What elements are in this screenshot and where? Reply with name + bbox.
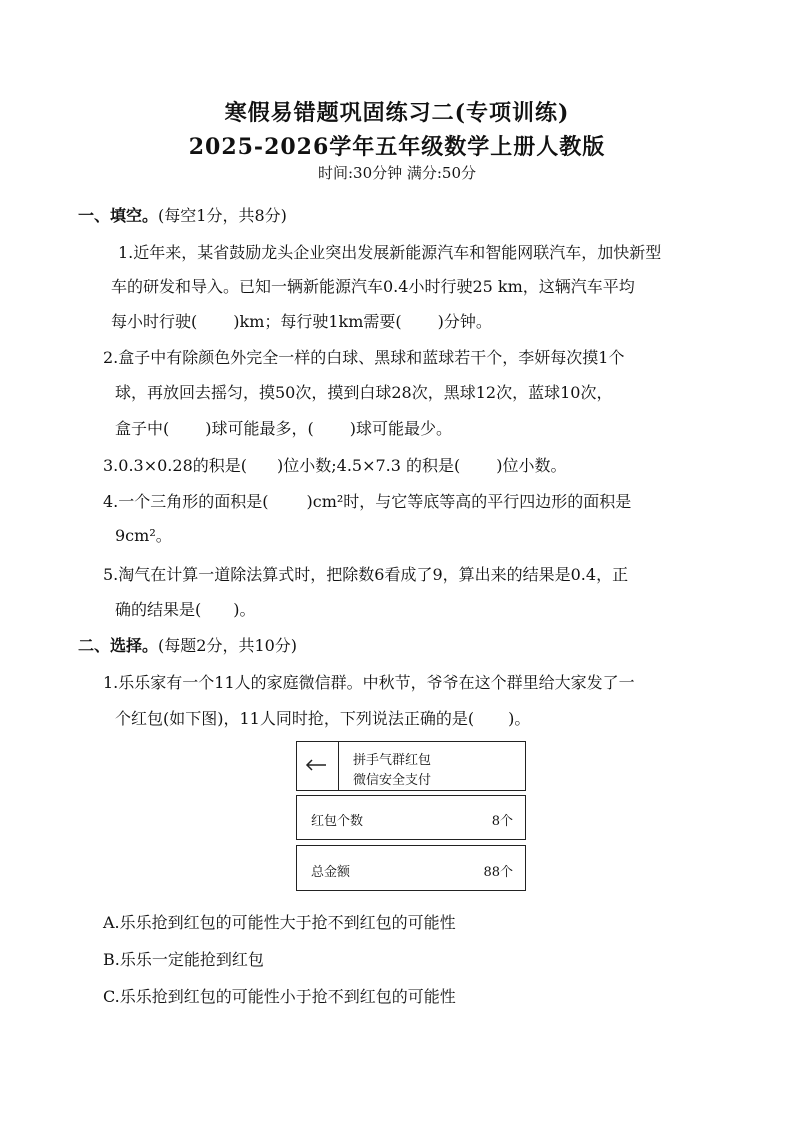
q3-text-b: )位小数;4.5×7.3 的积是( <box>277 456 461 475</box>
q5-line2 <box>115 597 256 620</box>
q3-text-c: )位小数。 <box>496 456 567 475</box>
q2-line2: 球，再放回去摇匀，摸50次，摸到白球28次，黑球12次，蓝球10次， <box>115 383 613 402</box>
left-arrow-icon <box>305 756 327 774</box>
section1-heading <box>78 203 287 226</box>
red-packet-secure-label: 微信安全支付 <box>353 773 432 788</box>
q1-line3 <box>111 309 492 332</box>
q1-text-c: )分钟。 <box>437 312 492 331</box>
s2q1-line2 <box>115 706 530 729</box>
q4-text-b: )cm²时，与它等底等高的平行四边形的面积是 <box>306 492 632 511</box>
s2q1-line1: 1.乐乐家有一个11人的家庭微信群。中秋节，爷爷在这个群里给大家发了一 <box>103 673 635 692</box>
option-c[interactable]: C.乐乐抢到红包的可能性小于抢不到红包的可能性 <box>103 987 456 1006</box>
q2-text-b: )球可能最多，( <box>205 419 314 438</box>
q1-line1: 1.近年来，某省鼓励龙头企业突出发展新能源汽车和智能网联汽车，加快新型 <box>118 243 662 262</box>
q4-line2: 9cm²。 <box>115 526 172 545</box>
q1-text-b: )km；每行驶1km需要( <box>233 312 402 331</box>
page-title: 寒假易错题巩固练习二(专项训练) <box>224 100 570 126</box>
q2-text-a: 盒子中( <box>115 419 170 438</box>
section1-note: (每空1分，共8分) <box>158 206 287 225</box>
option-b[interactable]: B.乐乐一定能抢到红包 <box>103 950 264 969</box>
q5-line1: 5.淘气在计算一道除法算式时，把除数6看成了9，算出来的结果是0.4，正 <box>103 565 629 584</box>
red-packet-header <box>296 741 526 791</box>
count-value: 8个 <box>491 814 513 829</box>
header-divider <box>338 742 339 790</box>
q3-text-a: 3.0.3×0.28的积是( <box>103 456 247 475</box>
red-packet-total-row <box>296 845 526 891</box>
total-value: 88个 <box>483 865 513 880</box>
red-packet-count-row <box>296 795 526 840</box>
section1-title: 一、填空。 <box>78 206 159 225</box>
q3-line <box>103 453 567 476</box>
q2-line1: 2.盒子中有除颜色外完全一样的白球、黑球和蓝球若干个，李妍每次摸1个 <box>103 348 625 367</box>
exam-time-score: 时间:30分钟 满分:50分 <box>317 164 477 182</box>
section2-title: 二、选择。 <box>78 636 159 655</box>
q4-text-a: 4.一个三角形的面积是( <box>103 492 269 511</box>
q2-line3 <box>115 416 452 439</box>
s2q1-text-b: )。 <box>508 709 531 728</box>
section2-note: (每题2分，共10分) <box>158 636 298 655</box>
q2-text-c: )球可能最少。 <box>349 419 452 438</box>
section2-heading <box>78 633 297 656</box>
count-label: 红包个数 <box>311 814 364 829</box>
q4-line1 <box>103 489 631 512</box>
q5-text-a: 确的结果是( <box>115 600 202 619</box>
q1-text-a: 每小时行驶( <box>111 312 198 331</box>
s2q1-text-a: 个红包(如下图)，11人同时抢，下列说法正确的是( <box>115 709 475 728</box>
q1-line2: 车的研发和导入。已知一辆新能源汽车0.4小时行驶25 km，这辆汽车平均 <box>111 277 635 296</box>
option-a[interactable]: A.乐乐抢到红包的可能性大于抢不到红包的可能性 <box>103 913 456 932</box>
page-subtitle-grade: 2025-2026学年五年级数学上册人教版 <box>188 134 606 160</box>
q5-text-b: )。 <box>233 600 256 619</box>
red-packet-title: 拼手气群红包 <box>353 753 432 768</box>
total-label: 总金额 <box>311 865 351 880</box>
